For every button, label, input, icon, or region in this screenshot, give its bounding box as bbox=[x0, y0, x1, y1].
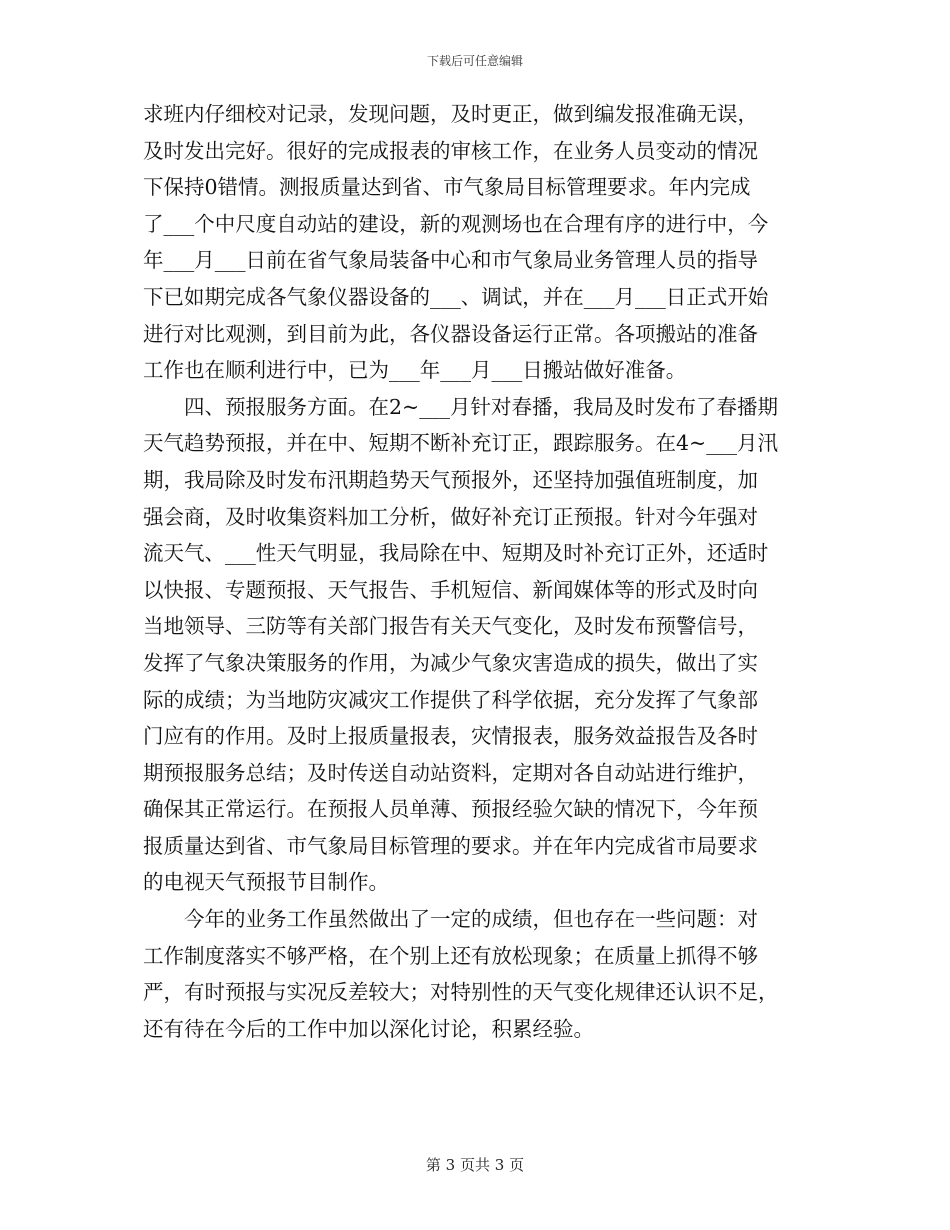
text-line: 工作也在顺利进行中，已为___年___月___日搬站做好准备。 bbox=[143, 358, 687, 383]
paragraph-2 bbox=[143, 389, 813, 901]
paragraph-3 bbox=[143, 901, 813, 1047]
text-line: 门应有的作用。及时上报质量报表，灾情报表，服务效益报告及各时 bbox=[143, 724, 758, 749]
text-line: 严，有时预报与实况反差较大；对特别性的天气变化规律还认识不足， bbox=[143, 980, 779, 1005]
text-line: 及时发出完好。很好的完成报表的审核工作，在业务人员变动的情况 bbox=[143, 138, 758, 163]
text-line: 以快报、专题预报、天气报告、手机短信、新闻媒体等的形式及时向 bbox=[143, 577, 758, 602]
text-line: 了___个中尺度自动站的建设，新的观测场也在合理有序的进行中，今 bbox=[143, 211, 769, 236]
text-line: 强会商，及时收集资料加工分析，做好补充订正预报。针对今年强对 bbox=[143, 504, 758, 529]
page-header: 下载后可任意编辑 bbox=[426, 54, 523, 68]
text-line: 天气趋势预报，并在中、短期不断补充订正，跟踪服务。在4~___月汛 bbox=[143, 431, 778, 456]
text-line: 四、预报服务方面。在2~___月针对春播，我局及时发布了春播期 bbox=[143, 394, 778, 419]
document-body bbox=[143, 96, 813, 1047]
text-line: 当地领导、三防等有关部门报告有关天气变化，及时发布预警信号， bbox=[143, 614, 758, 639]
text-line: 流天气、___性天气明显，我局除在中、短期及时补充订正外，还适时 bbox=[143, 541, 769, 566]
text-line: 下已如期完成各气象仪器设备的___、调试，并在___月___日正式开始 bbox=[143, 284, 769, 309]
text-line: 求班内仔细校对记录，发现问题，及时更正，做到编发报准确无误， bbox=[143, 102, 758, 126]
text-line: 工作制度落实不够严格，在个别上还有放松现象；在质量上抓得不够 bbox=[143, 943, 758, 968]
text-line: 期，我局除及时发布汛期趋势天气预报外，还坚持加强值班制度，加 bbox=[143, 467, 758, 492]
page-footer: 第 3 页共 3 页 bbox=[425, 1156, 525, 1174]
text-line: 进行对比观测，到目前为此，各仪器设备运行正常。各项搬站的准备 bbox=[143, 321, 758, 346]
text-line: 确保其正常运行。在预报人员单薄、预报经验欠缺的情况下，今年预 bbox=[143, 797, 758, 822]
text-line: 年___月___日前在省气象局装备中心和市气象局业务管理人员的指导 bbox=[143, 248, 758, 273]
text-line: 期预报服务总结；及时传送自动站资料，定期对各自动站进行维护， bbox=[143, 760, 758, 785]
paragraph-1 bbox=[143, 96, 813, 389]
text-line: 还有待在今后的工作中加以深化讨论，积累经验。 bbox=[143, 1016, 594, 1041]
text-line: 报质量达到省、市气象局目标管理的要求。并在年内完成省市局要求 bbox=[143, 833, 758, 858]
text-line: 今年的业务工作虽然做出了一定的成绩，但也存在一些问题：对 bbox=[143, 907, 758, 932]
text-line: 的电视天气预报节目制作。 bbox=[143, 870, 389, 895]
text-line: 下保持0错情。测报质量达到省、市气象局目标管理要求。年内完成 bbox=[143, 175, 751, 200]
text-line: 发挥了气象决策服务的作用，为减少气象灾害造成的损失，做出了实 bbox=[143, 650, 758, 675]
text-line: 际的成绩；为当地防灾减灾工作提供了科学依据，充分发挥了气象部 bbox=[143, 687, 758, 712]
